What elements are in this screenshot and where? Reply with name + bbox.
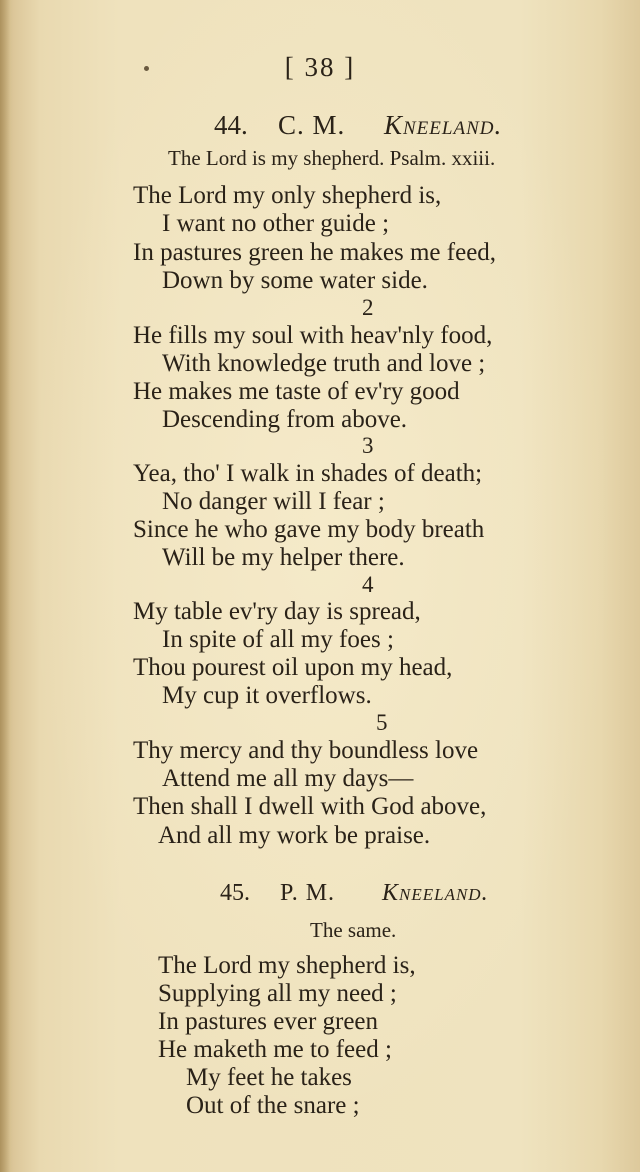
hymn-44-stanza-2-line-3: He makes me taste of ev'ry good: [133, 378, 460, 405]
hymn-45-line-4: He maketh me to feed ;: [158, 1036, 392, 1063]
hymn-45-number: 45.: [220, 880, 250, 906]
hymn-44-stanza-4-line-1: My table ev'ry day is spread,: [133, 598, 421, 625]
hymn-44-stanza-4-line-4: My cup it overflows.: [162, 682, 372, 709]
hymn-44-subtitle: The Lord is my shepherd. Psalm. xxiii.: [168, 146, 496, 170]
hymn-44-stanza-3-line-2: No danger will I fear ;: [162, 488, 385, 515]
hymn-44-stanza-5-line-3: Then shall I dwell with God above,: [133, 793, 487, 820]
hymn-45-line-2: Supplying all my need ;: [158, 980, 397, 1007]
hymn-44-stanza-2-line-4: Descending from above.: [162, 406, 408, 433]
hymn-44-stanza-4-number: 4: [362, 572, 374, 597]
hymn-44-stanza-5-line-4: And all my work be praise.: [158, 822, 431, 849]
hymn-45-tune: Kneeland.: [382, 880, 489, 906]
hymn-44-stanza-3-line-3: Since he who gave my body breath: [133, 516, 485, 543]
hymn-45-line-6: Out of the snare ;: [186, 1092, 360, 1119]
hymn-44-stanza-3-line-1: Yea, tho' I walk in shades of death;: [133, 460, 483, 487]
hymn-44-stanza-4-line-3: Thou pourest oil upon my head,: [133, 654, 453, 681]
hymn-44-stanza-1-line-1: The Lord my only shepherd is,: [133, 182, 442, 209]
hymn-44-stanza-1-line-3: In pastures green he makes me feed,: [133, 239, 497, 266]
hymn-44-stanza-1-line-4: Down by some water side.: [162, 267, 428, 294]
hymn-45-meter: P. M.: [280, 880, 336, 906]
hymn-44-meter: C. M.: [278, 110, 346, 140]
hymn-44-stanza-2-line-1: He fills my soul with heav'nly food,: [133, 322, 493, 349]
hymn-44-stanza-4-line-2: In spite of all my foes ;: [162, 626, 394, 653]
hymn-44-number: 44.: [214, 110, 248, 140]
hymn-44-stanza-5-number: 5: [376, 710, 388, 735]
hymn-45-line-5: My feet he takes: [186, 1064, 352, 1091]
hymn-44-stanza-2-line-2: With knowledge truth and love ;: [162, 350, 486, 377]
page-number: [ 38 ]: [284, 52, 356, 82]
hymn-44-stanza-3-line-4: Will be my helper there.: [162, 544, 405, 571]
hymn-45-line-3: In pastures ever green: [158, 1008, 379, 1035]
hymn-45-subtitle: The same.: [310, 918, 397, 942]
hymn-45-line-1: The Lord my shepherd is,: [158, 952, 416, 979]
page-spine-shadow: [0, 0, 10, 1172]
hymn-44-stanza-5-line-2: Attend me all my days—: [162, 765, 414, 792]
hymn-44-tune: Kneeland.: [384, 110, 503, 140]
hymn-44-stanza-3-number: 3: [362, 433, 374, 458]
hymn-44-stanza-2-number: 2: [362, 295, 374, 320]
hymn-44-stanza-5-line-1: Thy mercy and thy boundless love: [133, 737, 479, 764]
hymn-44-stanza-1-line-2: I want no other guide ;: [162, 210, 390, 237]
